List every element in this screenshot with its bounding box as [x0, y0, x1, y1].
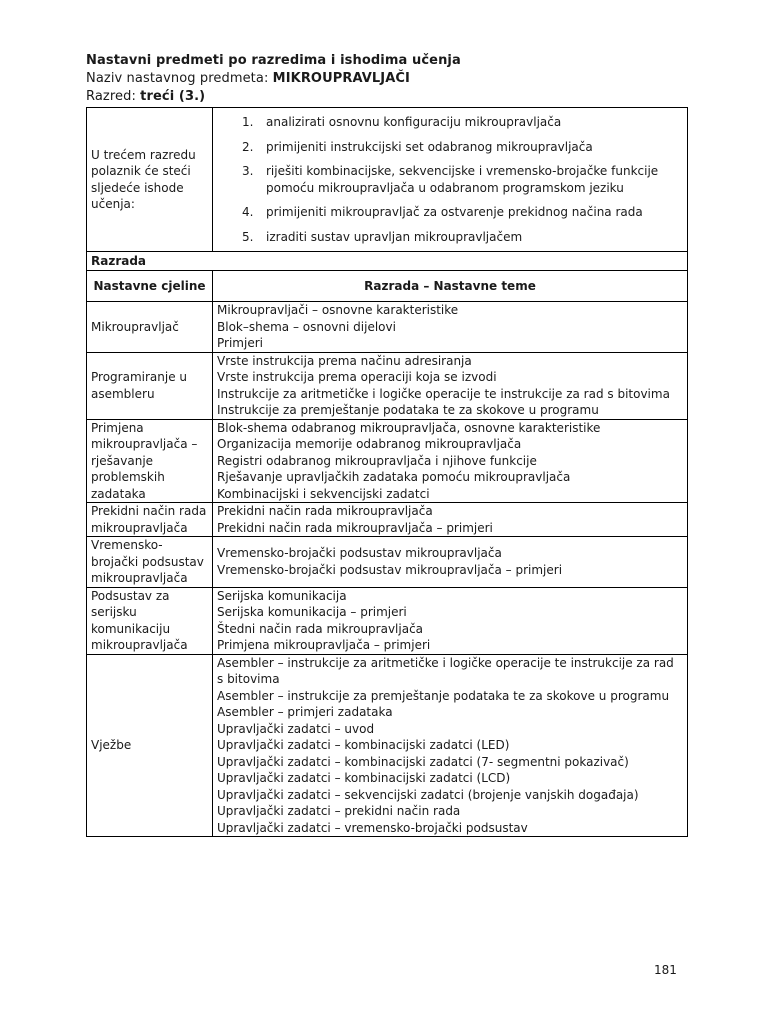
outcome-number: 5.	[242, 229, 254, 244]
outcome-text: izraditi sustav upravljan mikroupravljačem	[266, 229, 523, 244]
topics-cell	[213, 587, 688, 654]
topic-line: Asembler – instrukcije za premještanje podataka te za skokove u programu	[217, 688, 670, 703]
outcome-number: 3.	[242, 164, 254, 178]
outcome-item	[242, 135, 683, 160]
outcomes-list	[217, 110, 683, 249]
table-row	[87, 352, 688, 419]
outcome-item	[242, 225, 683, 250]
column-header-topics: Razrada – Nastavne teme	[213, 271, 688, 302]
topic-line: Vrste instrukcija prema operaciji koja se izvodi	[217, 370, 497, 384]
topic-line: Upravljački zadatci – vremensko-brojački podsustav	[217, 820, 528, 835]
unit-cell: Vremensko-brojački podsustav mikroupravljača	[87, 537, 213, 588]
topic-line: Upravljački zadatci – sekvencijski zadatci (brojenje vanjskih događaja)	[217, 787, 639, 802]
topic-line: Serijska komunikacija	[217, 588, 347, 603]
outcome-item	[242, 110, 683, 135]
unit-cell: Podsustav za serijsku komunikaciju mikroupravljača	[87, 587, 213, 654]
outcome-item	[242, 159, 683, 200]
grade-value: treći (3.)	[140, 89, 206, 104]
topic-line: Vremensko-brojački podsustav mikroupravljača	[217, 546, 502, 561]
topics-cell	[213, 537, 688, 588]
outcome-text: primijeniti mikroupravljač za ostvarenje prekidnog načina rada	[266, 205, 643, 219]
outcomes-cell	[213, 108, 688, 252]
table-row	[87, 587, 688, 654]
topic-line: Primjeri	[217, 336, 263, 350]
outcome-text: riješiti kombinacijske, sekvencijske i vremensko-brojačke funkcije pomoću mikroupravljača u odabranom programskom jeziku	[266, 164, 659, 195]
table-row	[87, 302, 688, 353]
document-page	[86, 52, 688, 837]
column-header-row	[87, 271, 688, 302]
topic-line: Upravljački zadatci – uvod	[217, 721, 375, 736]
document-title: Nastavni predmeti po razredima i ishodima učenja	[86, 53, 461, 68]
topics-cell	[213, 352, 688, 419]
outcomes-row	[87, 108, 688, 252]
outcome-item	[242, 200, 683, 225]
outcome-number: 1.	[242, 115, 254, 129]
outcome-number: 4.	[242, 205, 254, 219]
topic-line: Upravljački zadatci – prekidni način rada	[217, 804, 461, 818]
topic-line: Štedni način rada mikroupravljača	[217, 621, 424, 636]
outcomes-intro: U trećem razredu polaznik će steći sljedeće ishode učenja:	[87, 108, 213, 252]
subject-value: MIKROUPRAVLJAČI	[272, 71, 410, 86]
table-row	[87, 537, 688, 588]
unit-cell: Primjena mikroupravljača – rješavanje problemskih zadataka	[87, 419, 213, 503]
topic-line: Rješavanje upravljačkih zadataka pomoću mikroupravljača	[217, 470, 571, 484]
topic-line: Prekidni način rada mikroupravljača	[217, 504, 433, 518]
unit-cell: Vježbe	[87, 654, 213, 837]
topic-line: Kombinacijski i sekvencijski zadatci	[217, 486, 430, 501]
outcome-text: primijeniti instrukcijski set odabranog mikroupravljača	[266, 139, 593, 154]
topic-line: Blok-shema odabranog mikroupravljača, osnovne karakteristike	[217, 420, 601, 435]
topic-line: Vremensko-brojački podsustav mikroupravljača – primjeri	[217, 562, 563, 577]
razrada-row	[87, 252, 688, 271]
topic-line: Primjena mikroupravljača – primjeri	[217, 638, 431, 652]
grade-label: Razred:	[86, 89, 141, 104]
grade-line	[86, 88, 688, 106]
unit-cell: Programiranje u asembleru	[87, 352, 213, 419]
unit-cell: Mikroupravljač	[87, 302, 213, 353]
topics-cell	[213, 302, 688, 353]
table-row	[87, 503, 688, 537]
topic-line: Mikroupravljači – osnovne karakteristike	[217, 303, 459, 317]
topic-line: Instrukcije za premještanje podataka te za skokove u programu	[217, 403, 599, 417]
topic-line: Upravljački zadatci – kombinacijski zadatci (LCD)	[217, 771, 511, 785]
topic-line: Upravljački zadatci – kombinacijski zadatci (7- segmentni pokazivač)	[217, 754, 629, 769]
topics-cell	[213, 419, 688, 503]
page-number: 181	[654, 963, 677, 977]
topic-line: Serijska komunikacija – primjeri	[217, 605, 407, 619]
topic-line: Asembler – primjeri zadataka	[217, 705, 393, 719]
table-row	[87, 654, 688, 837]
curriculum-table	[86, 107, 688, 837]
topic-line: Organizacija memorije odabranog mikroupravljača	[217, 437, 522, 451]
subject-line	[86, 70, 688, 88]
outcome-text: analizirati osnovnu konfiguraciju mikroupravljača	[266, 115, 562, 129]
razrada-label: Razrada	[87, 252, 688, 271]
topic-line: Blok–shema – osnovni dijelovi	[217, 319, 396, 334]
unit-cell: Prekidni način rada mikroupravljača	[87, 503, 213, 537]
topic-line: Instrukcije za aritmetičke i logičke operacije te instrukcije za rad s bitovima	[217, 386, 670, 401]
topic-line: Registri odabranog mikroupravljača i njihove funkcije	[217, 453, 537, 468]
topic-line: Asembler – instrukcije za aritmetičke i logičke operacije te instrukcije za rad s bitovima	[217, 655, 674, 686]
topic-line: Prekidni način rada mikroupravljača – primjeri	[217, 520, 493, 535]
topics-cell	[213, 503, 688, 537]
outcome-number: 2.	[242, 139, 254, 154]
subject-label: Naziv nastavnog predmeta:	[86, 71, 273, 86]
topic-line: Upravljački zadatci – kombinacijski zadatci (LED)	[217, 738, 510, 752]
column-header-unit: Nastavne cjeline	[87, 271, 213, 302]
table-row	[87, 419, 688, 503]
topic-line: Vrste instrukcija prema načinu adresiranja	[217, 353, 472, 368]
topics-cell	[213, 654, 688, 837]
